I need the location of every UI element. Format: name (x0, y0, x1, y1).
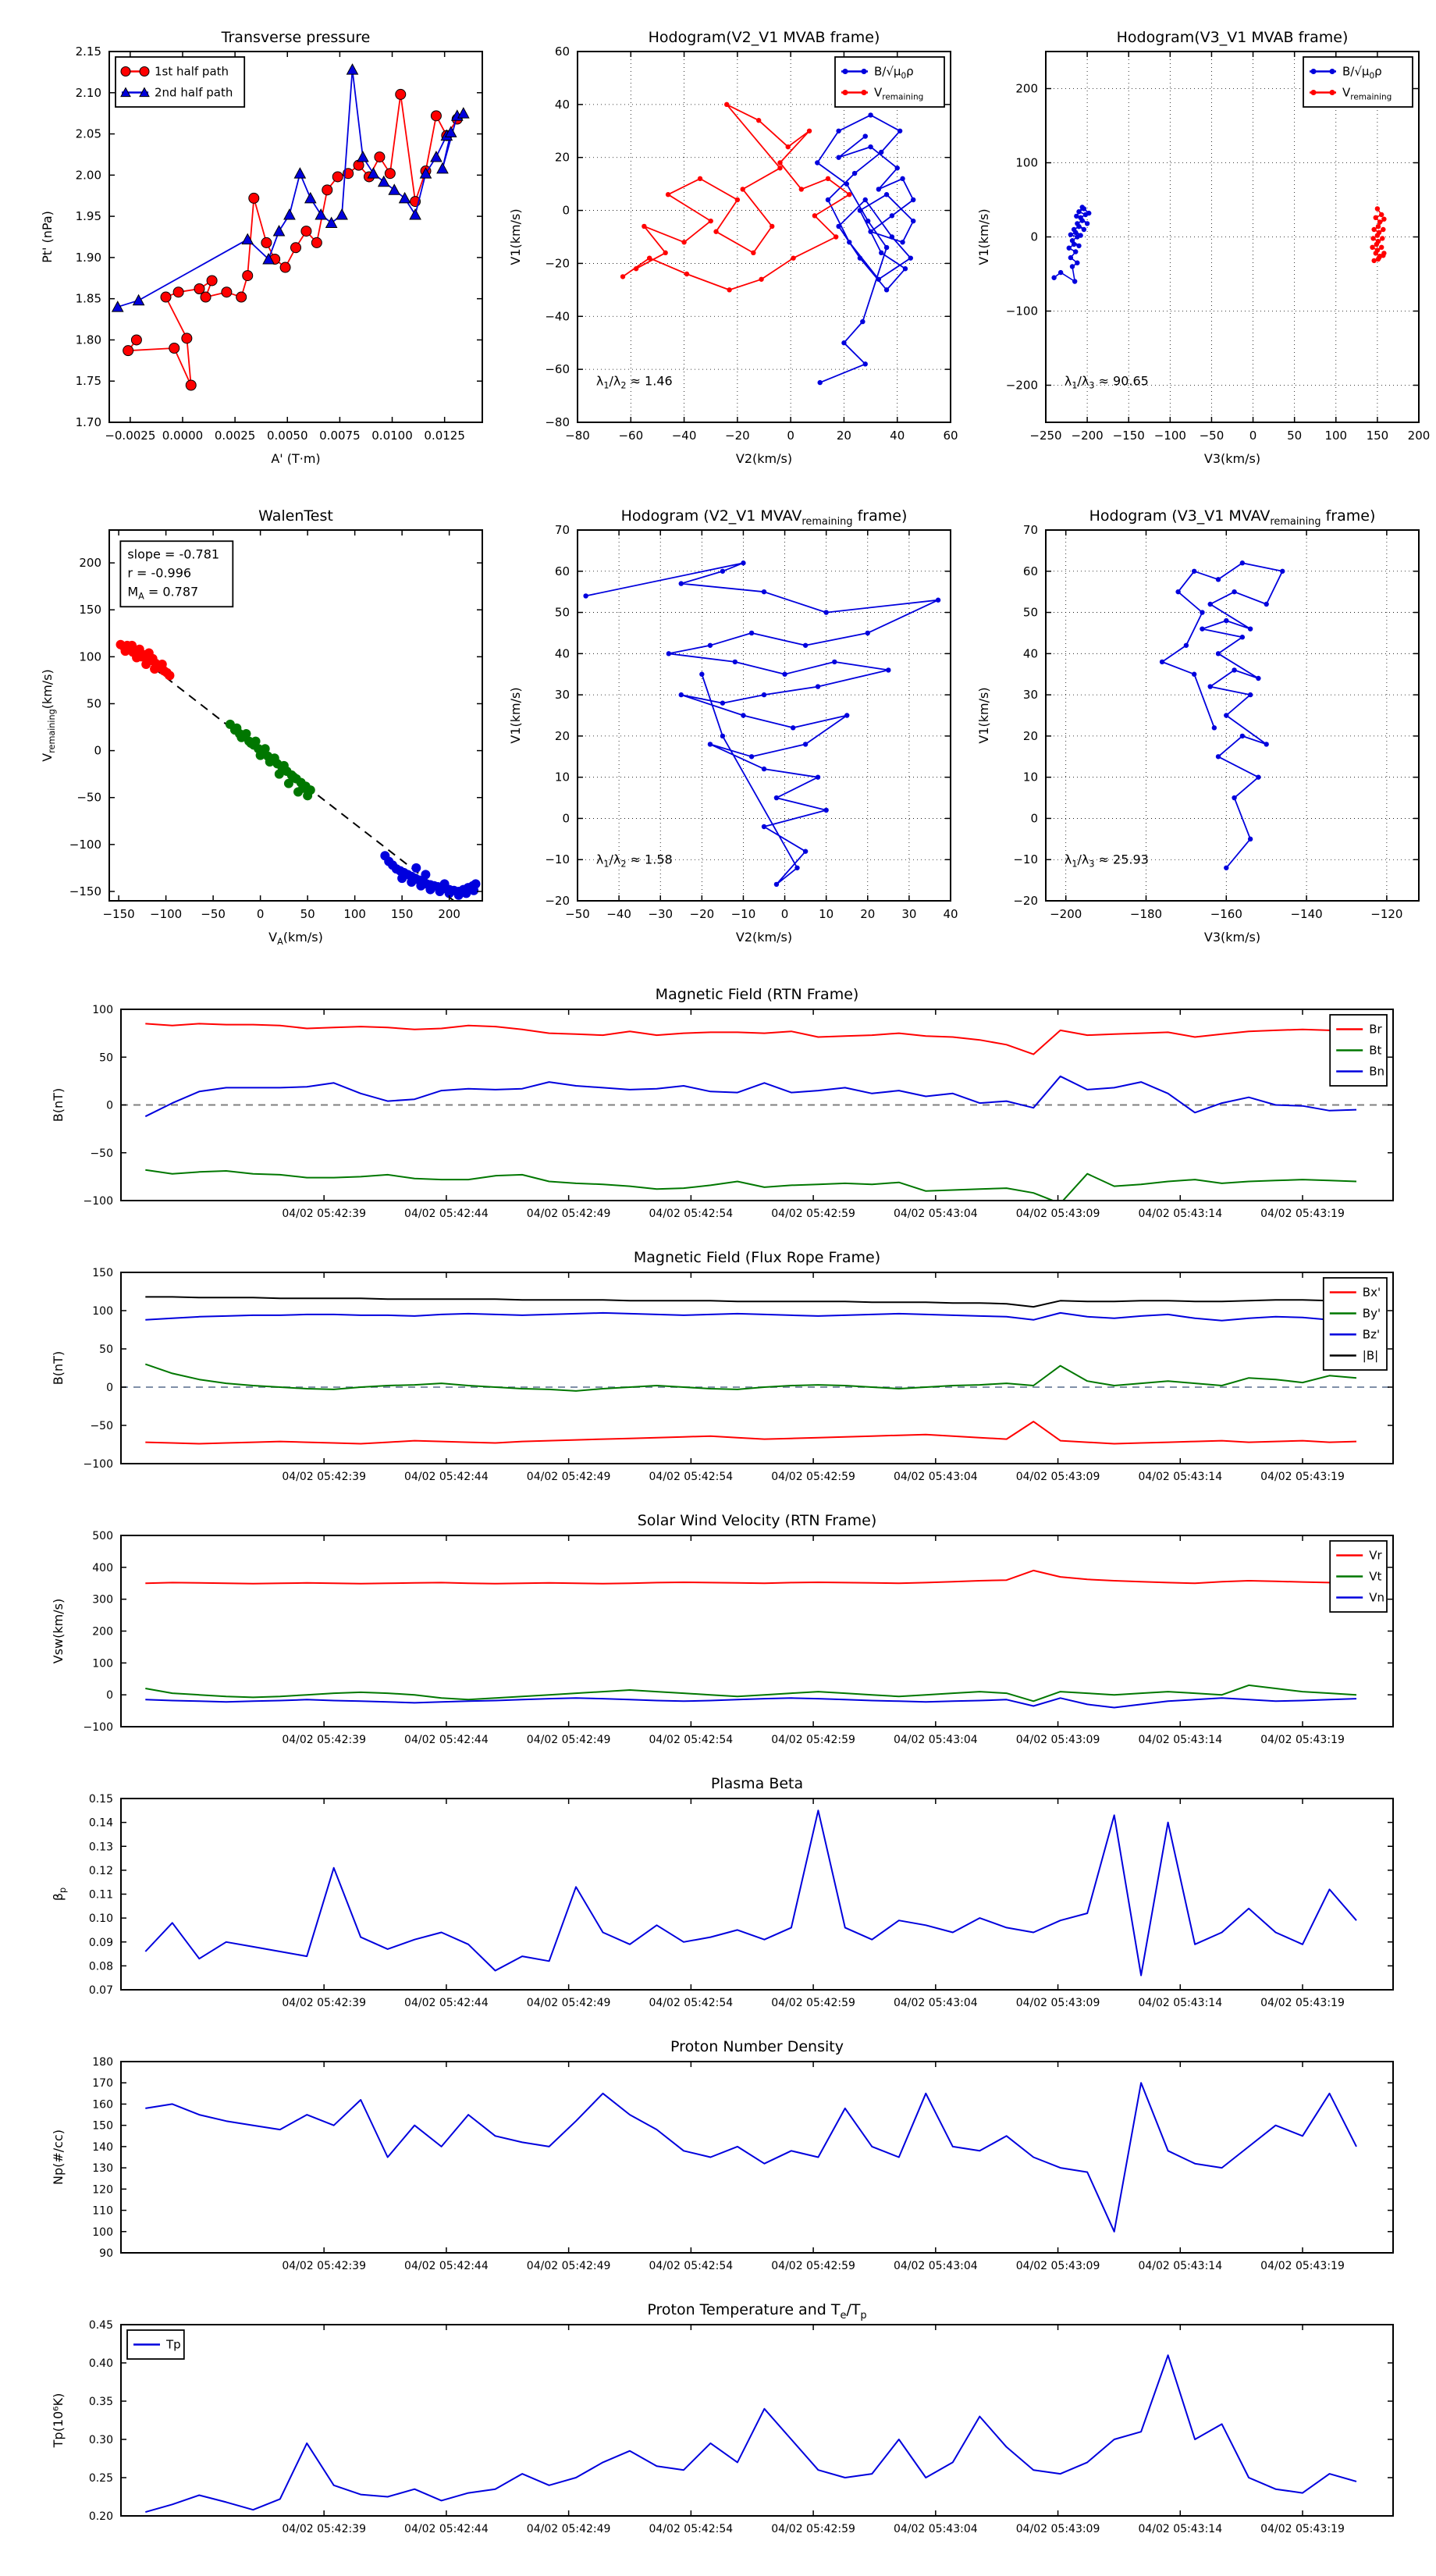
svg-text:04/02 05:42:44: 04/02 05:42:44 (404, 1997, 489, 2009)
svg-text:04/02 05:43:19: 04/02 05:43:19 (1260, 1734, 1345, 1746)
svg-text:0.0025: 0.0025 (214, 429, 256, 443)
svg-text:04/02 05:43:09: 04/02 05:43:09 (1015, 2523, 1100, 2535)
svg-text:A' (T·m): A' (T·m) (271, 451, 321, 466)
svg-text:04/02 05:42:54: 04/02 05:42:54 (649, 1734, 734, 1746)
svg-text:0.12: 0.12 (88, 1864, 113, 1877)
svg-text:−100: −100 (1153, 429, 1186, 443)
svg-text:0.20: 0.20 (88, 2510, 113, 2523)
svg-text:04/02 05:42:49: 04/02 05:42:49 (526, 1734, 611, 1746)
svg-text:0.0075: 0.0075 (319, 429, 361, 443)
svg-text:04/02 05:43:14: 04/02 05:43:14 (1138, 1734, 1223, 1746)
chart-title: Hodogram (V3_V1 $MVAV_{remaining}$ frame) (1089, 507, 1376, 528)
proton-temperature-plot (31, 2292, 1436, 2553)
svg-text:130: 130 (92, 2162, 113, 2176)
svg-text:r = -0.996: r = -0.996 (127, 565, 192, 581)
svg-text:100: 100 (92, 2226, 113, 2239)
svg-text:04/02 05:43:04: 04/02 05:43:04 (893, 2260, 978, 2272)
svg-text:04/02 05:42:59: 04/02 05:42:59 (771, 1734, 855, 1746)
svg-text:10: 10 (819, 907, 834, 921)
svg-text:−180: −180 (1129, 907, 1163, 921)
svg-text:04/02 05:43:09: 04/02 05:43:09 (1015, 2260, 1100, 2272)
svg-text:60: 60 (554, 564, 570, 578)
svg-text:Pt' (nPa): Pt' (nPa) (40, 211, 55, 263)
chart-title: Hodogram (V2_V1 $MVAV_{remaining}$ frame) (620, 507, 908, 528)
svg-text:1st half path: 1st half path (155, 64, 229, 79)
svg-text:04/02 05:43:09: 04/02 05:43:09 (1015, 1997, 1100, 2009)
solar-wind-velocity-plot (31, 1503, 1436, 1764)
svg-text:04/02 05:42:54: 04/02 05:42:54 (649, 1997, 734, 2009)
svg-text:B(nT): B(nT) (51, 1087, 66, 1123)
svg-text:−150: −150 (69, 884, 101, 898)
svg-text:Bt: Bt (1369, 1043, 1382, 1058)
svg-text:90: 90 (99, 2247, 113, 2260)
svg-text:βp: $\beta_p$ (51, 1887, 68, 1902)
chart-hodogram-v3v1-mvab (968, 16, 1436, 496)
svg-text:04/02 05:42:39: 04/02 05:42:39 (282, 2523, 367, 2535)
svg-text:0: 0 (780, 907, 789, 921)
svg-text:30: 30 (901, 907, 917, 921)
chart-title: Hodogram(V2_V1 MVAB frame) (648, 29, 880, 46)
svg-text:V3(km/s): V3(km/s) (1203, 930, 1261, 945)
chart-title: Proton Temperature and $T_e/T_p$ (647, 2301, 867, 2322)
svg-text:−10: −10 (545, 852, 570, 867)
svg-text:0.11: 0.11 (88, 1888, 113, 1902)
svg-text:1.90: 1.90 (75, 250, 101, 265)
svg-text:04/02 05:42:54: 04/02 05:42:54 (649, 1471, 734, 1483)
svg-text:50: 50 (86, 696, 101, 711)
svg-text:04/02 05:42:44: 04/02 05:42:44 (404, 2523, 489, 2535)
svg-text:V1(km/s): V1(km/s) (976, 687, 991, 744)
svg-text:04/02 05:43:04: 04/02 05:43:04 (893, 1208, 978, 1220)
svg-text:1.95: 1.95 (75, 209, 101, 224)
chart-title: Magnetic Field (RTN Frame) (655, 986, 859, 1003)
svg-text:slope = -0.781: slope = -0.781 (127, 546, 220, 562)
svg-text:V1(km/s): V1(km/s) (508, 687, 523, 744)
svg-text:04/02 05:42:49: 04/02 05:42:49 (526, 2260, 611, 2272)
svg-text:−30: −30 (648, 907, 674, 921)
chart-title: Hodogram(V3_V1 MVAB frame) (1116, 29, 1349, 46)
svg-text:04/02 05:43:14: 04/02 05:43:14 (1138, 2523, 1223, 2535)
chart-hodogram-v2v1-mvab (499, 16, 968, 496)
svg-text:04/02 05:43:14: 04/02 05:43:14 (1138, 1208, 1223, 1220)
svg-text:0.14: 0.14 (88, 1816, 113, 1830)
svg-text:−100: −100 (83, 1721, 113, 1734)
svg-text:0.08: 0.08 (88, 1960, 113, 1973)
svg-text:Vsw(km/s): Vsw(km/s) (51, 1598, 66, 1664)
chart-solar-wind-velocity (31, 1503, 1436, 1764)
svg-text:−40: −40 (606, 907, 631, 921)
svg-text:04/02 05:42:39: 04/02 05:42:39 (282, 1734, 367, 1746)
svg-text:−250: −250 (1029, 429, 1062, 443)
svg-text:04/02 05:43:14: 04/02 05:43:14 (1138, 1471, 1223, 1483)
svg-text:140: 140 (92, 2140, 113, 2154)
svg-text:0: 0 (1030, 811, 1038, 826)
svg-text:70: 70 (554, 523, 570, 537)
chart-title: Solar Wind Velocity (RTN Frame) (637, 1512, 877, 1529)
svg-text:04/02 05:42:54: 04/02 05:42:54 (649, 1208, 734, 1220)
svg-text:70: 70 (1022, 523, 1038, 537)
svg-text:04/02 05:43:09: 04/02 05:43:09 (1015, 1208, 1100, 1220)
svg-text:30: 30 (554, 688, 570, 703)
hodogram-v2v1-mvav-plot (499, 495, 968, 975)
chart-magnetic-field-fluxrope (31, 1240, 1436, 1501)
svg-text:40: 40 (554, 646, 570, 661)
chart-plasma-beta (31, 1766, 1436, 2027)
svg-text:2.15: 2.15 (75, 44, 101, 59)
svg-text:−100: −100 (150, 907, 183, 921)
svg-text:V2(km/s): V2(km/s) (735, 930, 793, 945)
svg-text:100: 100 (79, 649, 101, 664)
svg-text:200: 200 (92, 1625, 113, 1638)
svg-text:By': By' (1362, 1306, 1381, 1321)
svg-text:−20: −20 (545, 894, 570, 908)
svg-text:0.0100: 0.0100 (371, 429, 413, 443)
svg-text:04/02 05:42:44: 04/02 05:42:44 (404, 1471, 489, 1483)
svg-text:04/02 05:42:49: 04/02 05:42:49 (526, 1208, 611, 1220)
svg-text:0.10: 0.10 (88, 1912, 113, 1926)
chart-title: Magnetic Field (Flux Rope Frame) (633, 1249, 881, 1266)
svg-text:50: 50 (99, 1343, 113, 1356)
svg-text:Vremaining(km/s): $V_{remaining}(km/s)$ (40, 669, 57, 762)
svg-text:−100: −100 (69, 837, 101, 852)
svg-text:100: 100 (92, 1305, 113, 1318)
svg-text:04/02 05:43:09: 04/02 05:43:09 (1015, 1471, 1100, 1483)
svg-text:04/02 05:42:39: 04/02 05:42:39 (282, 1471, 367, 1483)
svg-text:04/02 05:43:19: 04/02 05:43:19 (1260, 1997, 1345, 2009)
svg-text:−20: −20 (1013, 894, 1038, 908)
svg-text:40: 40 (554, 97, 570, 112)
svg-text:04/02 05:42:39: 04/02 05:42:39 (282, 1208, 367, 1220)
svg-text:50: 50 (554, 605, 570, 620)
svg-text:04/02 05:42:39: 04/02 05:42:39 (282, 2260, 367, 2272)
svg-text:20: 20 (554, 150, 570, 165)
svg-text:500: 500 (92, 1530, 113, 1542)
svg-text:04/02 05:42:59: 04/02 05:42:59 (771, 2260, 855, 2272)
svg-text:V2(km/s): V2(km/s) (735, 451, 793, 466)
svg-text:200: 200 (438, 907, 460, 921)
svg-text:−200: −200 (1071, 429, 1104, 443)
svg-text:04/02 05:43:04: 04/02 05:43:04 (893, 2523, 978, 2535)
svg-text:04/02 05:42:44: 04/02 05:42:44 (404, 2260, 489, 2272)
svg-text:04/02 05:42:59: 04/02 05:42:59 (771, 2523, 855, 2535)
svg-text:50: 50 (1287, 429, 1303, 443)
svg-text:−150: −150 (102, 907, 135, 921)
hodogram-v3v1-mvab-plot (968, 16, 1436, 496)
svg-text:0: 0 (256, 907, 265, 921)
svg-text:1.70: 1.70 (75, 415, 101, 429)
svg-text:−10: −10 (1013, 852, 1038, 867)
chart-hodogram-v2v1-mvav (499, 495, 968, 975)
svg-text:0.30: 0.30 (88, 2434, 113, 2446)
svg-text:04/02 05:42:44: 04/02 05:42:44 (404, 1734, 489, 1746)
svg-text:−80: −80 (565, 429, 590, 443)
svg-text:2nd half path: 2nd half path (155, 85, 233, 100)
magnetic-field-rtn-plot (31, 977, 1436, 1238)
hodogram-v2v1-mvab-plot (499, 16, 968, 496)
chart-hodogram-v3v1-mvav (968, 495, 1436, 975)
svg-text:150: 150 (92, 2119, 113, 2133)
chart-proton-temperature (31, 2292, 1436, 2553)
svg-text:−20: −20 (545, 256, 570, 271)
svg-text:−100: −100 (1005, 304, 1038, 318)
svg-text:300: 300 (92, 1593, 113, 1606)
svg-text:100: 100 (92, 1657, 113, 1670)
svg-text:λ1/λ2 ≈ 1.58: $\lambda_1/\lambda_2 \approx 1.58$ (595, 852, 673, 870)
chart-title: Proton Number Density (670, 2038, 844, 2055)
svg-text:−20: −20 (725, 429, 750, 443)
svg-text:Vremaining: $V_{remaining}$ (1342, 85, 1392, 102)
svg-text:50: 50 (1022, 605, 1038, 620)
svg-text:120: 120 (92, 2183, 113, 2197)
svg-text:VA(km/s): $V_A(km/s)$ (268, 930, 323, 947)
svg-text:V3(km/s): V3(km/s) (1203, 451, 1261, 466)
svg-text:100: 100 (1324, 429, 1348, 443)
svg-text:λ1/λ2 ≈ 1.46: $\lambda_1/\lambda_2 \approx 1.46$ (595, 373, 673, 391)
svg-text:−50: −50 (90, 1420, 113, 1432)
svg-text:Np(#/cc): Np(#/cc) (51, 2129, 66, 2185)
svg-text:10: 10 (554, 770, 570, 785)
svg-text:04/02 05:43:09: 04/02 05:43:09 (1015, 1734, 1100, 1746)
svg-text:0.0050: 0.0050 (267, 429, 308, 443)
chart-title: Plasma Beta (710, 1775, 804, 1792)
svg-text:100: 100 (92, 1004, 113, 1016)
svg-text:Vt: Vt (1369, 1569, 1382, 1584)
svg-text:Vr: Vr (1369, 1548, 1382, 1563)
svg-text:λ1/λ3 ≈ 90.65: $\lambda_1/\lambda_3 \approx 90.65$ (1064, 373, 1149, 391)
svg-text:50: 50 (99, 1051, 113, 1065)
svg-text:60: 60 (943, 429, 958, 443)
svg-text:150: 150 (390, 907, 414, 921)
magnetic-field-fluxrope-plot (31, 1240, 1436, 1501)
chart-title: WalenTest (258, 507, 333, 525)
svg-text:100: 100 (343, 907, 366, 921)
svg-text:40: 40 (943, 907, 958, 921)
svg-text:−200: −200 (1005, 378, 1038, 393)
svg-text:200: 200 (1407, 429, 1431, 443)
svg-text:150: 150 (79, 603, 101, 617)
svg-text:MA = 0.787: $M_A = 0.787$ (127, 584, 199, 602)
svg-text:40: 40 (890, 429, 905, 443)
svg-text:B/√μ0ρ: $B/√\mu_0\rho$ (1342, 64, 1382, 81)
plasma-beta-plot (31, 1766, 1436, 2027)
svg-text:−0.0025: −0.0025 (105, 429, 156, 443)
svg-text:50: 50 (300, 907, 315, 921)
svg-text:Vn: Vn (1369, 1590, 1384, 1605)
svg-text:2.00: 2.00 (75, 168, 101, 183)
svg-text:Bn: Bn (1369, 1064, 1385, 1079)
svg-text:04/02 05:43:19: 04/02 05:43:19 (1260, 1208, 1345, 1220)
svg-text:Bx': Bx' (1362, 1285, 1381, 1300)
svg-text:04/02 05:43:19: 04/02 05:43:19 (1260, 2260, 1345, 2272)
svg-text:−80: −80 (545, 415, 570, 429)
svg-text:1.80: 1.80 (75, 333, 101, 347)
svg-text:0.25: 0.25 (88, 2472, 113, 2485)
svg-text:2.05: 2.05 (75, 126, 101, 141)
svg-text:V1(km/s): V1(km/s) (976, 208, 991, 265)
svg-text:0.13: 0.13 (88, 1841, 113, 1854)
svg-text:04/02 05:43:04: 04/02 05:43:04 (893, 1471, 978, 1483)
chart-proton-density (31, 2029, 1436, 2290)
svg-text:400: 400 (92, 1561, 113, 1574)
svg-text:0: 0 (1249, 429, 1257, 443)
svg-text:0: 0 (106, 1099, 113, 1112)
svg-text:1.75: 1.75 (75, 374, 101, 389)
svg-text:160: 160 (92, 2098, 113, 2112)
svg-text:60: 60 (1022, 564, 1038, 578)
svg-text:Bz': Bz' (1362, 1327, 1381, 1342)
svg-text:200: 200 (1015, 81, 1038, 96)
svg-text:60: 60 (554, 44, 570, 59)
chart-transverse-pressure (31, 16, 499, 496)
svg-text:04/02 05:42:59: 04/02 05:42:59 (771, 1997, 855, 2009)
hodogram-v3v1-mvav-plot (968, 495, 1436, 975)
svg-text:0: 0 (562, 203, 570, 218)
svg-text:−40: −40 (545, 309, 570, 324)
svg-text:20: 20 (860, 907, 876, 921)
svg-text:−150: −150 (1112, 429, 1145, 443)
svg-text:0.0000: 0.0000 (162, 429, 204, 443)
svg-text:04/02 05:42:49: 04/02 05:42:49 (526, 1471, 611, 1483)
svg-text:04/02 05:43:14: 04/02 05:43:14 (1138, 1997, 1223, 2009)
svg-text:170: 170 (92, 2077, 113, 2090)
svg-text:|B|: |B| (1362, 1348, 1379, 1363)
svg-text:−50: −50 (1199, 429, 1225, 443)
svg-text:Tp: Tp (166, 2337, 181, 2352)
svg-text:−40: −40 (671, 429, 697, 443)
chart-title: Transverse pressure (221, 29, 371, 46)
svg-text:30: 30 (1022, 688, 1038, 703)
svg-text:20: 20 (1022, 728, 1038, 743)
svg-text:20: 20 (554, 728, 570, 743)
svg-text:0: 0 (94, 743, 101, 758)
svg-text:0: 0 (106, 1689, 113, 1703)
svg-text:0.40: 0.40 (88, 2357, 113, 2370)
svg-text:04/02 05:42:49: 04/02 05:42:49 (526, 1997, 611, 2009)
svg-text:2.10: 2.10 (75, 85, 101, 100)
svg-text:λ1/λ3 ≈ 25.93: $\lambda_1/\lambda_3 \approx 25.93$ (1064, 852, 1149, 870)
svg-text:110: 110 (92, 2204, 113, 2218)
svg-text:V1(km/s): V1(km/s) (508, 208, 523, 265)
svg-text:04/02 05:43:19: 04/02 05:43:19 (1260, 2523, 1345, 2535)
svg-text:20: 20 (836, 429, 851, 443)
svg-text:04/02 05:43:04: 04/02 05:43:04 (893, 1997, 978, 2009)
chart-magnetic-field-rtn (31, 977, 1436, 1238)
svg-text:Tp(10⁶K): Tp(10⁶K) (51, 2393, 66, 2448)
svg-text:−50: −50 (201, 907, 226, 921)
svg-text:10: 10 (1022, 770, 1038, 785)
svg-text:150: 150 (1366, 429, 1389, 443)
svg-text:1.85: 1.85 (75, 291, 101, 306)
svg-text:0.07: 0.07 (88, 1984, 113, 1997)
svg-text:0.35: 0.35 (88, 2396, 113, 2408)
svg-text:B(nT): B(nT) (51, 1350, 66, 1386)
svg-text:−100: −100 (83, 1458, 113, 1471)
svg-text:B/√μ0ρ: $B/√\mu_0\rho$ (874, 64, 914, 81)
walen-test-plot (31, 495, 499, 975)
proton-density-plot (31, 2029, 1436, 2290)
svg-text:−120: −120 (1370, 907, 1403, 921)
transverse-pressure-plot (31, 16, 499, 496)
svg-text:150: 150 (92, 1267, 113, 1279)
svg-text:0.45: 0.45 (88, 2319, 113, 2332)
svg-text:04/02 05:43:04: 04/02 05:43:04 (893, 1734, 978, 1746)
svg-text:0: 0 (1030, 229, 1038, 244)
svg-text:200: 200 (79, 556, 101, 571)
svg-text:−160: −160 (1210, 907, 1242, 921)
svg-text:−60: −60 (545, 362, 570, 377)
svg-text:0.15: 0.15 (88, 1793, 113, 1806)
svg-text:180: 180 (92, 2056, 113, 2069)
svg-text:−50: −50 (90, 1147, 113, 1160)
svg-text:04/02 05:42:59: 04/02 05:42:59 (771, 1208, 855, 1220)
svg-text:04/02 05:42:44: 04/02 05:42:44 (404, 1208, 489, 1220)
svg-text:04/02 05:42:39: 04/02 05:42:39 (282, 1997, 367, 2009)
svg-text:0: 0 (787, 429, 794, 443)
svg-text:04/02 05:42:49: 04/02 05:42:49 (526, 2523, 611, 2535)
svg-text:Vremaining: $V_{remaining}$ (874, 85, 924, 102)
svg-text:04/02 05:42:54: 04/02 05:42:54 (649, 2260, 734, 2272)
svg-text:04/02 05:42:59: 04/02 05:42:59 (771, 1471, 855, 1483)
svg-text:−10: −10 (730, 907, 756, 921)
svg-text:04/02 05:43:19: 04/02 05:43:19 (1260, 1471, 1345, 1483)
svg-text:0.09: 0.09 (88, 1936, 113, 1949)
svg-text:Br: Br (1369, 1022, 1382, 1037)
svg-text:−200: −200 (1050, 907, 1082, 921)
svg-text:0: 0 (106, 1382, 113, 1394)
svg-text:40: 40 (1022, 646, 1038, 661)
svg-text:100: 100 (1015, 155, 1038, 170)
svg-text:−140: −140 (1290, 907, 1323, 921)
svg-text:−100: −100 (83, 1195, 113, 1208)
chart-walen-test (31, 495, 499, 975)
svg-text:−20: −20 (689, 907, 715, 921)
svg-text:−60: −60 (618, 429, 644, 443)
svg-text:−50: −50 (565, 907, 590, 921)
svg-text:0: 0 (562, 811, 570, 826)
svg-text:−50: −50 (76, 790, 101, 805)
svg-text:0.0125: 0.0125 (424, 429, 465, 443)
svg-text:04/02 05:42:54: 04/02 05:42:54 (649, 2523, 734, 2535)
svg-text:04/02 05:43:14: 04/02 05:43:14 (1138, 2260, 1223, 2272)
